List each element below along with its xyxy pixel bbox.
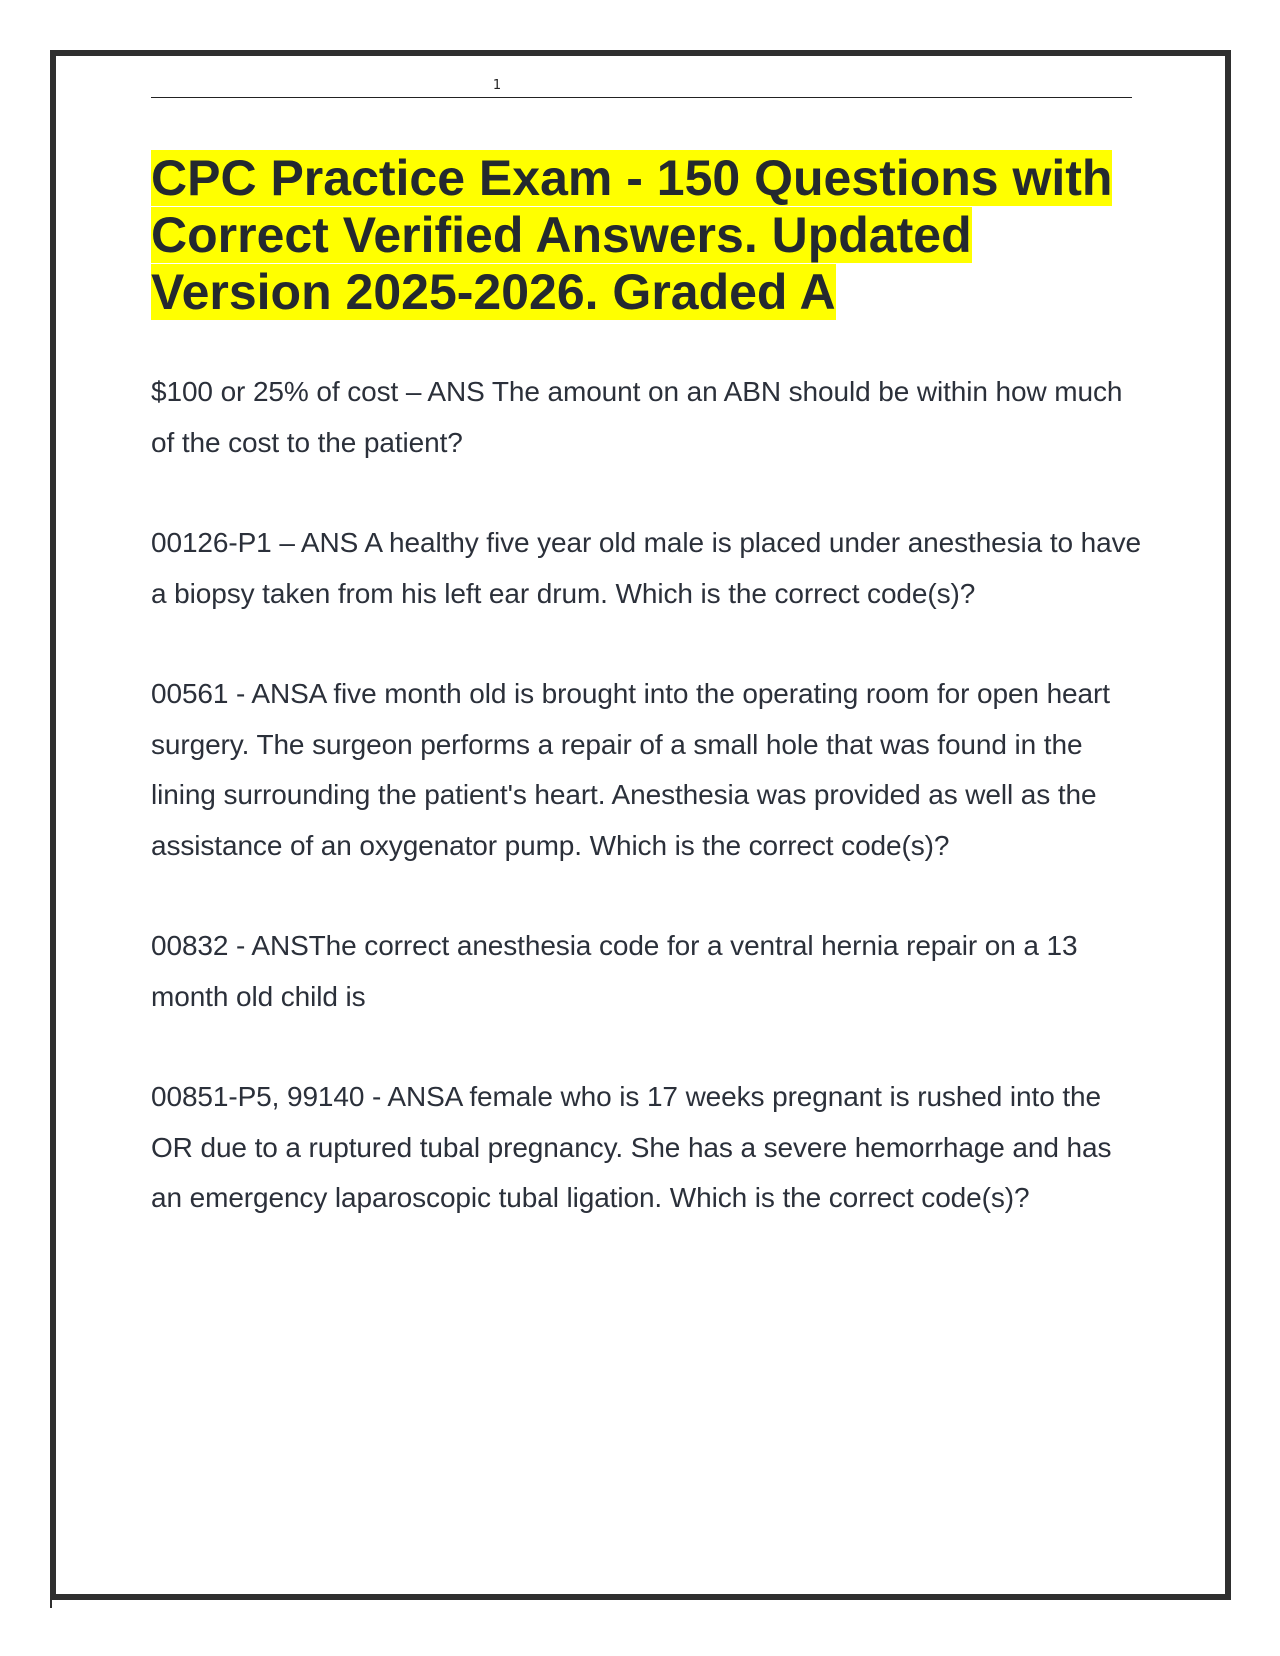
document-title-text: CPC Practice Exam - 150 Questions with Correct Verified Answers. Updated Version 2025-2026. Graded A (151, 150, 1113, 320)
header-rule (151, 97, 1132, 98)
page-number: 1 (492, 78, 502, 93)
qa-list (151, 367, 1141, 1274)
qa-item: 00851-P5, 99140 - ANSA female who is 17 weeks pregnant is rushed into the OR due to a ruptured tubal pregnancy. She has a severe hemorrhage and has an emergency laparoscopic tubal ligation. Which is the correct code(s)? (151, 1081, 1112, 1213)
document-title (151, 150, 1141, 321)
qa-item: 00561 - ANSA five month old is brought into the operating room for open heart surgery. The surgeon performs a repair of a small hole that was found in the lining surrounding the patient's heart. Anesthesia was provided as well as the assistance of an oxygenator pump. Which is the correct code(s)? (151, 678, 1110, 861)
qa-item: 00832 - ANSThe correct anesthesia code for a ventral hernia repair on a 13 month old child is (151, 930, 1078, 1012)
qa-item: $100 or 25% of cost – ANS The amount on an ABN should be within how much of the cost to the patient? (151, 376, 1123, 458)
title-block (151, 150, 1141, 321)
qa-item: 00126-P1 – ANS A healthy five year old male is placed under anesthesia to have a biopsy taken from his left ear drum. Which is the correct code(s)? (151, 527, 1141, 609)
page-border-tick (50, 1596, 52, 1608)
